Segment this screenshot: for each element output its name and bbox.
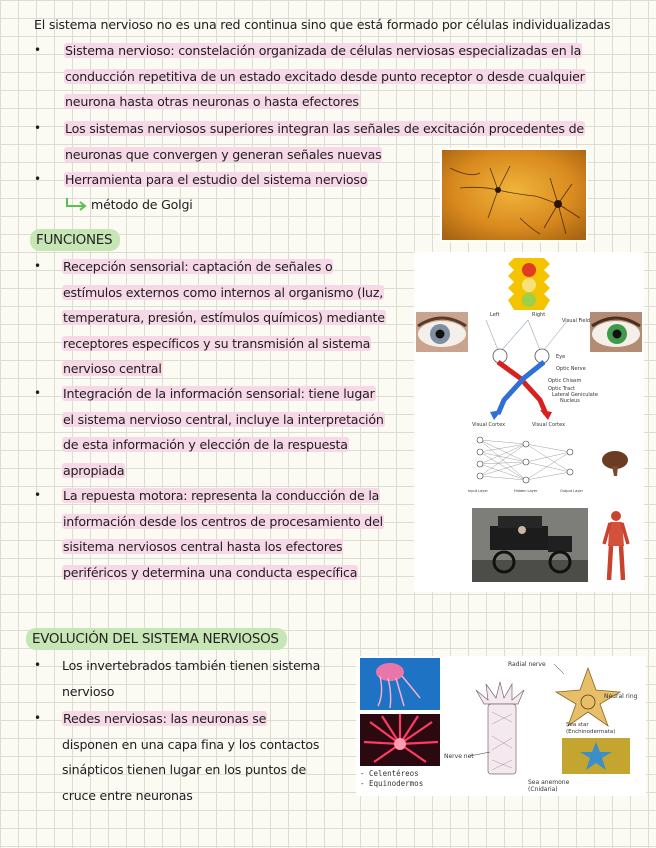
list-item-line: Los invertebrados también tienen sistema	[62, 658, 321, 673]
label-right: Right	[532, 312, 546, 318]
bullet-icon: •	[34, 711, 42, 725]
list-item-line: Herramienta para el estudio del sistema nervioso	[65, 172, 368, 187]
sea-anemone-image	[360, 714, 440, 766]
label-equinodermos: - Equinodermos	[360, 779, 424, 788]
label-neural-ring: Neural ring	[604, 693, 638, 700]
golgi-method: método de Golgi	[91, 197, 193, 212]
neural-network-diagram	[468, 432, 584, 496]
list-item-line: neuronas que convergen y generan señales nuevas	[65, 146, 382, 162]
section-heading-funciones: FUNCIONES	[30, 229, 120, 251]
label-optic-chiasm: Optic Chiasm	[548, 378, 582, 384]
label-sea-star-sub: (Enchinodermata)	[566, 729, 616, 735]
list-item-line: de esta información y elección de la respuesta	[63, 437, 348, 452]
section-heading-evolucion: EVOLUCIÓN DEL SISTEMA NERVIOSOS	[26, 628, 287, 650]
label-lgn: Lateral Geniculate	[552, 392, 598, 398]
list-item-line: temperatura, presión, estímulos químicos) mediante	[63, 310, 385, 325]
label-visual-field: Visual Field	[562, 318, 591, 324]
list-item-line: La repuesta motora: representa la conducción de la	[63, 488, 380, 503]
list-item-line: Recepción sensorial: captación de señales o	[63, 259, 333, 274]
label-hidden-layer: Hidden Layer	[514, 489, 538, 493]
evolution-illustration-panel	[356, 656, 646, 796]
bullet-icon: •	[34, 121, 42, 135]
label-output-layer: Output Layer	[560, 489, 584, 493]
list-item-line: nervioso	[62, 683, 115, 699]
list-item-line: el sistema nervioso central, incluye la interpretación	[63, 411, 384, 427]
intro-text: El sistema nervioso no es una red continua sino que está formado por células individualizadas	[34, 17, 611, 32]
label-visual-cortex-right: Visual Cortex	[532, 422, 566, 428]
bullet-icon: •	[34, 259, 42, 273]
label-optic-tract: Optic Tract	[548, 386, 575, 392]
label-nerve-net: Nerve net	[444, 753, 474, 760]
label-sea-anemone-sub: (Cnidaria)	[528, 786, 558, 793]
list-item	[62, 381, 407, 483]
list-item	[62, 706, 352, 808]
label-left: Left	[490, 312, 500, 318]
list-item-line: sisitema nerviosos central hasta los efectores	[63, 539, 343, 554]
label-eye: Eye	[556, 354, 566, 360]
label-sea-anemone: Sea anemone	[528, 779, 570, 786]
label-celenteros: - Celentéreos	[360, 769, 419, 778]
label-optic-nerve: Optic Nerve	[556, 366, 586, 372]
traffic-light-icon	[506, 256, 552, 312]
bullet-icon: •	[34, 43, 42, 57]
jellyfish-image	[360, 658, 440, 710]
list-item-line: estímulos externos como internos al organismo (luz,	[63, 284, 384, 300]
golgi-neuron-image	[440, 148, 588, 242]
bullet-icon: •	[34, 488, 42, 502]
bullet-icon: •	[34, 658, 42, 672]
starfish-image	[562, 738, 630, 774]
list-item	[64, 167, 368, 193]
functions-illustration-panel	[414, 252, 644, 592]
list-item-line: apropiada	[63, 462, 125, 478]
list-item-line: sinápticos tienen lugar en los puntos de	[62, 762, 307, 777]
vintage-car-image	[472, 508, 588, 582]
list-item-line: cruce entre neuronas	[62, 787, 193, 803]
list-item-line: conducción repetitiva de un estado excitado desde punto receptor o desde cualquier	[65, 68, 585, 84]
label-visual-cortex-left: Visual Cortex	[472, 422, 506, 428]
label-sea-star: Sea star	[566, 722, 589, 728]
list-item-line: periféricos y determina una conducta específica	[63, 564, 358, 580]
bullet-icon: •	[34, 386, 42, 400]
list-item-line: Integración de la información sensorial: tiene lugar	[63, 386, 375, 401]
list-item	[64, 38, 644, 115]
label-input-layer: Input Layer	[468, 489, 488, 493]
list-item-line: nervioso central	[63, 361, 162, 376]
list-item-line: Los sistemas nerviosos superiores integran las señales de excitación procedentes de	[65, 121, 584, 136]
human-muscle-figure	[602, 510, 630, 582]
bullet-icon: •	[34, 172, 42, 186]
label-radial-nerve: Radial nerve	[508, 661, 546, 668]
list-item	[62, 483, 407, 585]
nerve-net-diagram	[440, 656, 646, 796]
visual-pathway-diagram	[468, 310, 598, 428]
arrow-right-icon	[64, 197, 88, 211]
taxa-labels	[360, 769, 423, 789]
list-item-line: disponen en una capa fina y los contactos	[62, 736, 320, 752]
list-item-line: neurona hasta otras neuronas o hasta efectores	[65, 94, 359, 109]
list-item-line: Sistema nervioso: constelación organizada de células nerviosas especializadas en la	[65, 43, 582, 58]
list-item	[62, 254, 407, 382]
list-item	[62, 653, 352, 704]
label-nucleus: Nucleus	[560, 398, 580, 404]
list-item-line: Redes nerviosas: las neuronas se	[63, 711, 267, 726]
list-item-line: receptores específicos y su transmisión al sistema	[63, 335, 371, 351]
brain-icon	[600, 448, 630, 478]
eye-right-icon	[590, 312, 642, 352]
list-item-line: información desde los centros de procesamiento del	[63, 513, 383, 529]
eye-left-icon	[416, 312, 468, 352]
